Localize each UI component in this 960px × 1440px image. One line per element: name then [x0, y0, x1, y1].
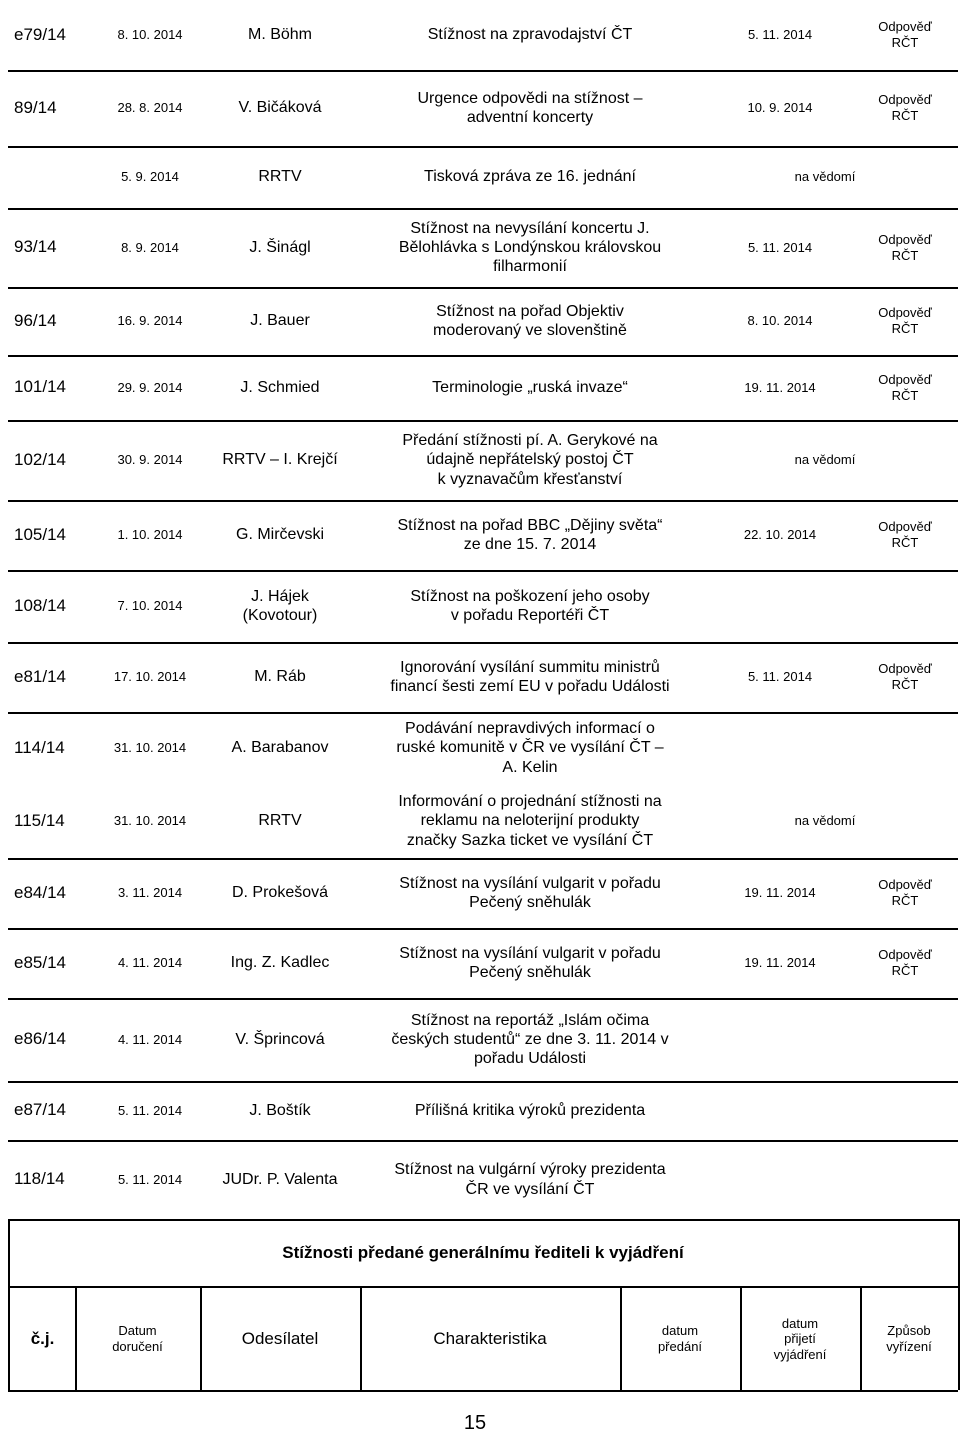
resolution: Odpověď RČT [878, 519, 932, 550]
header-topic: Charakteristika [433, 1328, 547, 1348]
received-date: 4. 11. 2014 [117, 955, 183, 971]
header-response-date: datum přijetí vyjádření [773, 1315, 827, 1362]
complaint-topic: Terminologie „ruská invaze“ [432, 378, 628, 396]
case-number: 105/14 [14, 524, 66, 544]
complaint-topic: Předání stížnosti pí. A. Gerykové na údajně nepřátelský postoj ČT k vyznavačům křesťanství [402, 432, 658, 488]
sender: D. Prokešová [231, 884, 329, 902]
sender: J. Šinágl [249, 238, 311, 256]
complaint-topic: Tisková zpráva ze 16. jednání [424, 168, 636, 186]
received-date: 16. 9. 2014 [117, 313, 183, 329]
case-number: 93/14 [14, 237, 57, 257]
header-sender: Odesílatel [241, 1328, 319, 1348]
handover-date: 8. 10. 2014 [747, 313, 813, 329]
row-divider [8, 1390, 958, 1392]
case-number: 108/14 [14, 595, 66, 615]
received-date: 5. 9. 2014 [121, 169, 179, 185]
sender: J. Bauer [250, 312, 310, 330]
complaint-topic: Stížnost na poškození jeho osoby v pořadu Reportéři ČT [410, 587, 650, 624]
resolution [860, 712, 950, 784]
resolution: Odpověď RČT [878, 371, 932, 403]
received-date: 8. 9. 2014 [121, 239, 179, 255]
case-number [14, 146, 100, 208]
header-handover-date: datum předání [657, 1323, 703, 1354]
case-number: 96/14 [14, 310, 57, 330]
handover-date: 22. 10. 2014 [743, 527, 817, 543]
handover-date: 5. 11. 2014 [747, 27, 813, 43]
case-number: e84/14 [14, 882, 66, 902]
received-date: 17. 10. 2014 [113, 669, 187, 685]
resolution: na vědomí [794, 813, 856, 829]
case-number: 89/14 [14, 97, 57, 117]
sender: V. Bičáková [238, 99, 322, 117]
handover-date: 19. 11. 2014 [744, 379, 816, 395]
received-date: 29. 9. 2014 [117, 379, 183, 395]
handover-date [700, 570, 860, 642]
complaint-topic: Stížnost na vulgární výroky prezidenta ČR ve vysílání ČT [394, 1161, 666, 1198]
complaint-topic: Stížnost na zpravodajství ČT [427, 26, 633, 44]
handover-date [700, 998, 860, 1081]
case-number: 114/14 [14, 737, 65, 757]
complaint-topic: Stížnost na vysílání vulgarit v pořadu Pečený sněhulák [399, 944, 661, 981]
sender: J. Hájek (Kovotour) [242, 587, 318, 624]
case-number: 118/14 [14, 1169, 65, 1189]
received-date: 4. 11. 2014 [117, 1031, 183, 1047]
resolution: Odpověď RČT [878, 661, 932, 692]
handover-date [700, 1140, 860, 1219]
sender: A. Barabanov [231, 739, 329, 757]
resolution [860, 998, 950, 1081]
resolution [860, 570, 950, 642]
header-case-number: č.j. [30, 1328, 55, 1348]
case-number: 102/14 [14, 449, 66, 469]
resolution: Odpověď RČT [878, 231, 932, 263]
resolution: na vědomí [794, 169, 856, 185]
case-number: e79/14 [14, 24, 66, 44]
received-date: 5. 11. 2014 [117, 1102, 183, 1118]
sender: RRTV [258, 168, 302, 186]
sender: M. Ráb [254, 668, 306, 686]
received-date: 8. 10. 2014 [117, 27, 183, 43]
handover-date: 5. 11. 2014 [747, 239, 813, 255]
case-number: e81/14 [14, 666, 66, 686]
complaint-topic: Stížnost na reportáž „Islám očima českých studentů“ ze dne 3. 11. 2014 v pořadu Události [391, 1011, 669, 1068]
sender: RRTV [258, 812, 302, 830]
complaint-topic: Stížnost na pořad BBC „Dějiny světa“ ze dne 15. 7. 2014 [397, 516, 663, 553]
complaint-topic: Informování o projednání stížnosti na reklamu na neloterijní produkty značky Sazka ticket ve vysílání ČT [398, 793, 662, 849]
sender: V. Šprincová [235, 1030, 325, 1048]
handover-date: 5. 11. 2014 [747, 669, 813, 685]
handover-date [700, 1081, 860, 1140]
resolution [860, 1140, 950, 1219]
section-title: Stížnosti předané generálnímu řediteli k vyjádření [282, 1243, 684, 1263]
received-date: 30. 9. 2014 [117, 452, 183, 468]
case-number: 101/14 [14, 377, 66, 397]
received-date: 5. 11. 2014 [117, 1171, 183, 1187]
resolution: Odpověď RČT [878, 19, 932, 50]
received-date: 3. 11. 2014 [117, 885, 183, 901]
sender: M. Böhm [247, 26, 312, 44]
handover-date: 10. 9. 2014 [747, 100, 813, 116]
resolution: Odpověď RČT [878, 92, 932, 123]
resolution: na vědomí [794, 452, 856, 468]
sender: J. Schmied [240, 378, 320, 396]
sender: RRTV – I. Krejčí [222, 451, 338, 469]
case-number: e87/14 [14, 1100, 66, 1120]
header-received-date: Datum doručení [112, 1323, 163, 1354]
complaint-topic: Stížnost na nevysílání koncertu J. Bělohlávka s Londýnskou královskou filharmonií [398, 219, 662, 276]
resolution: Odpověď RČT [878, 877, 932, 908]
case-number: e85/14 [14, 952, 66, 972]
handover-date [700, 712, 860, 784]
sender: J. Boštík [249, 1101, 311, 1119]
complaint-topic: Urgence odpovědi na stížnost – adventní koncerty [417, 89, 643, 126]
handover-date: 19. 11. 2014 [744, 955, 816, 971]
received-date: 28. 8. 2014 [117, 100, 183, 116]
resolution: Odpověď RČT [878, 305, 932, 336]
received-date: 31. 10. 2014 [113, 740, 187, 756]
complaint-topic: Stížnost na pořad Objektiv moderovaný ve slovenštině [433, 302, 627, 339]
complaint-topic: Ignorování vysílání summitu ministrů financí šesti zemí EU v pořadu Události [390, 658, 670, 695]
sender: Ing. Z. Kadlec [230, 954, 330, 972]
handover-date: 19. 11. 2014 [744, 885, 816, 901]
resolution: Odpověď RČT [878, 947, 932, 978]
complaint-topic: Stížnost na vysílání vulgarit v pořadu Pečený sněhulák [399, 874, 661, 911]
complaint-topic: Podávání nepravdivých informací o ruské komunitě v ČR ve vysílání ČT – A. Kelin [396, 720, 664, 776]
resolution [860, 1081, 950, 1140]
page-number: 15 [463, 1412, 487, 1434]
received-date: 1. 10. 2014 [117, 527, 183, 543]
sender: JUDr. P. Valenta [222, 1170, 338, 1188]
received-date: 7. 10. 2014 [117, 598, 183, 614]
case-number: e86/14 [14, 1029, 66, 1049]
sender: G. Mirčevski [236, 526, 324, 544]
header-resolution-method: Způsob vyřízení [886, 1323, 932, 1354]
complaint-topic: Přílišná kritika výroků prezidenta [414, 1101, 646, 1119]
case-number: 115/14 [14, 810, 65, 830]
received-date: 31. 10. 2014 [113, 813, 187, 829]
